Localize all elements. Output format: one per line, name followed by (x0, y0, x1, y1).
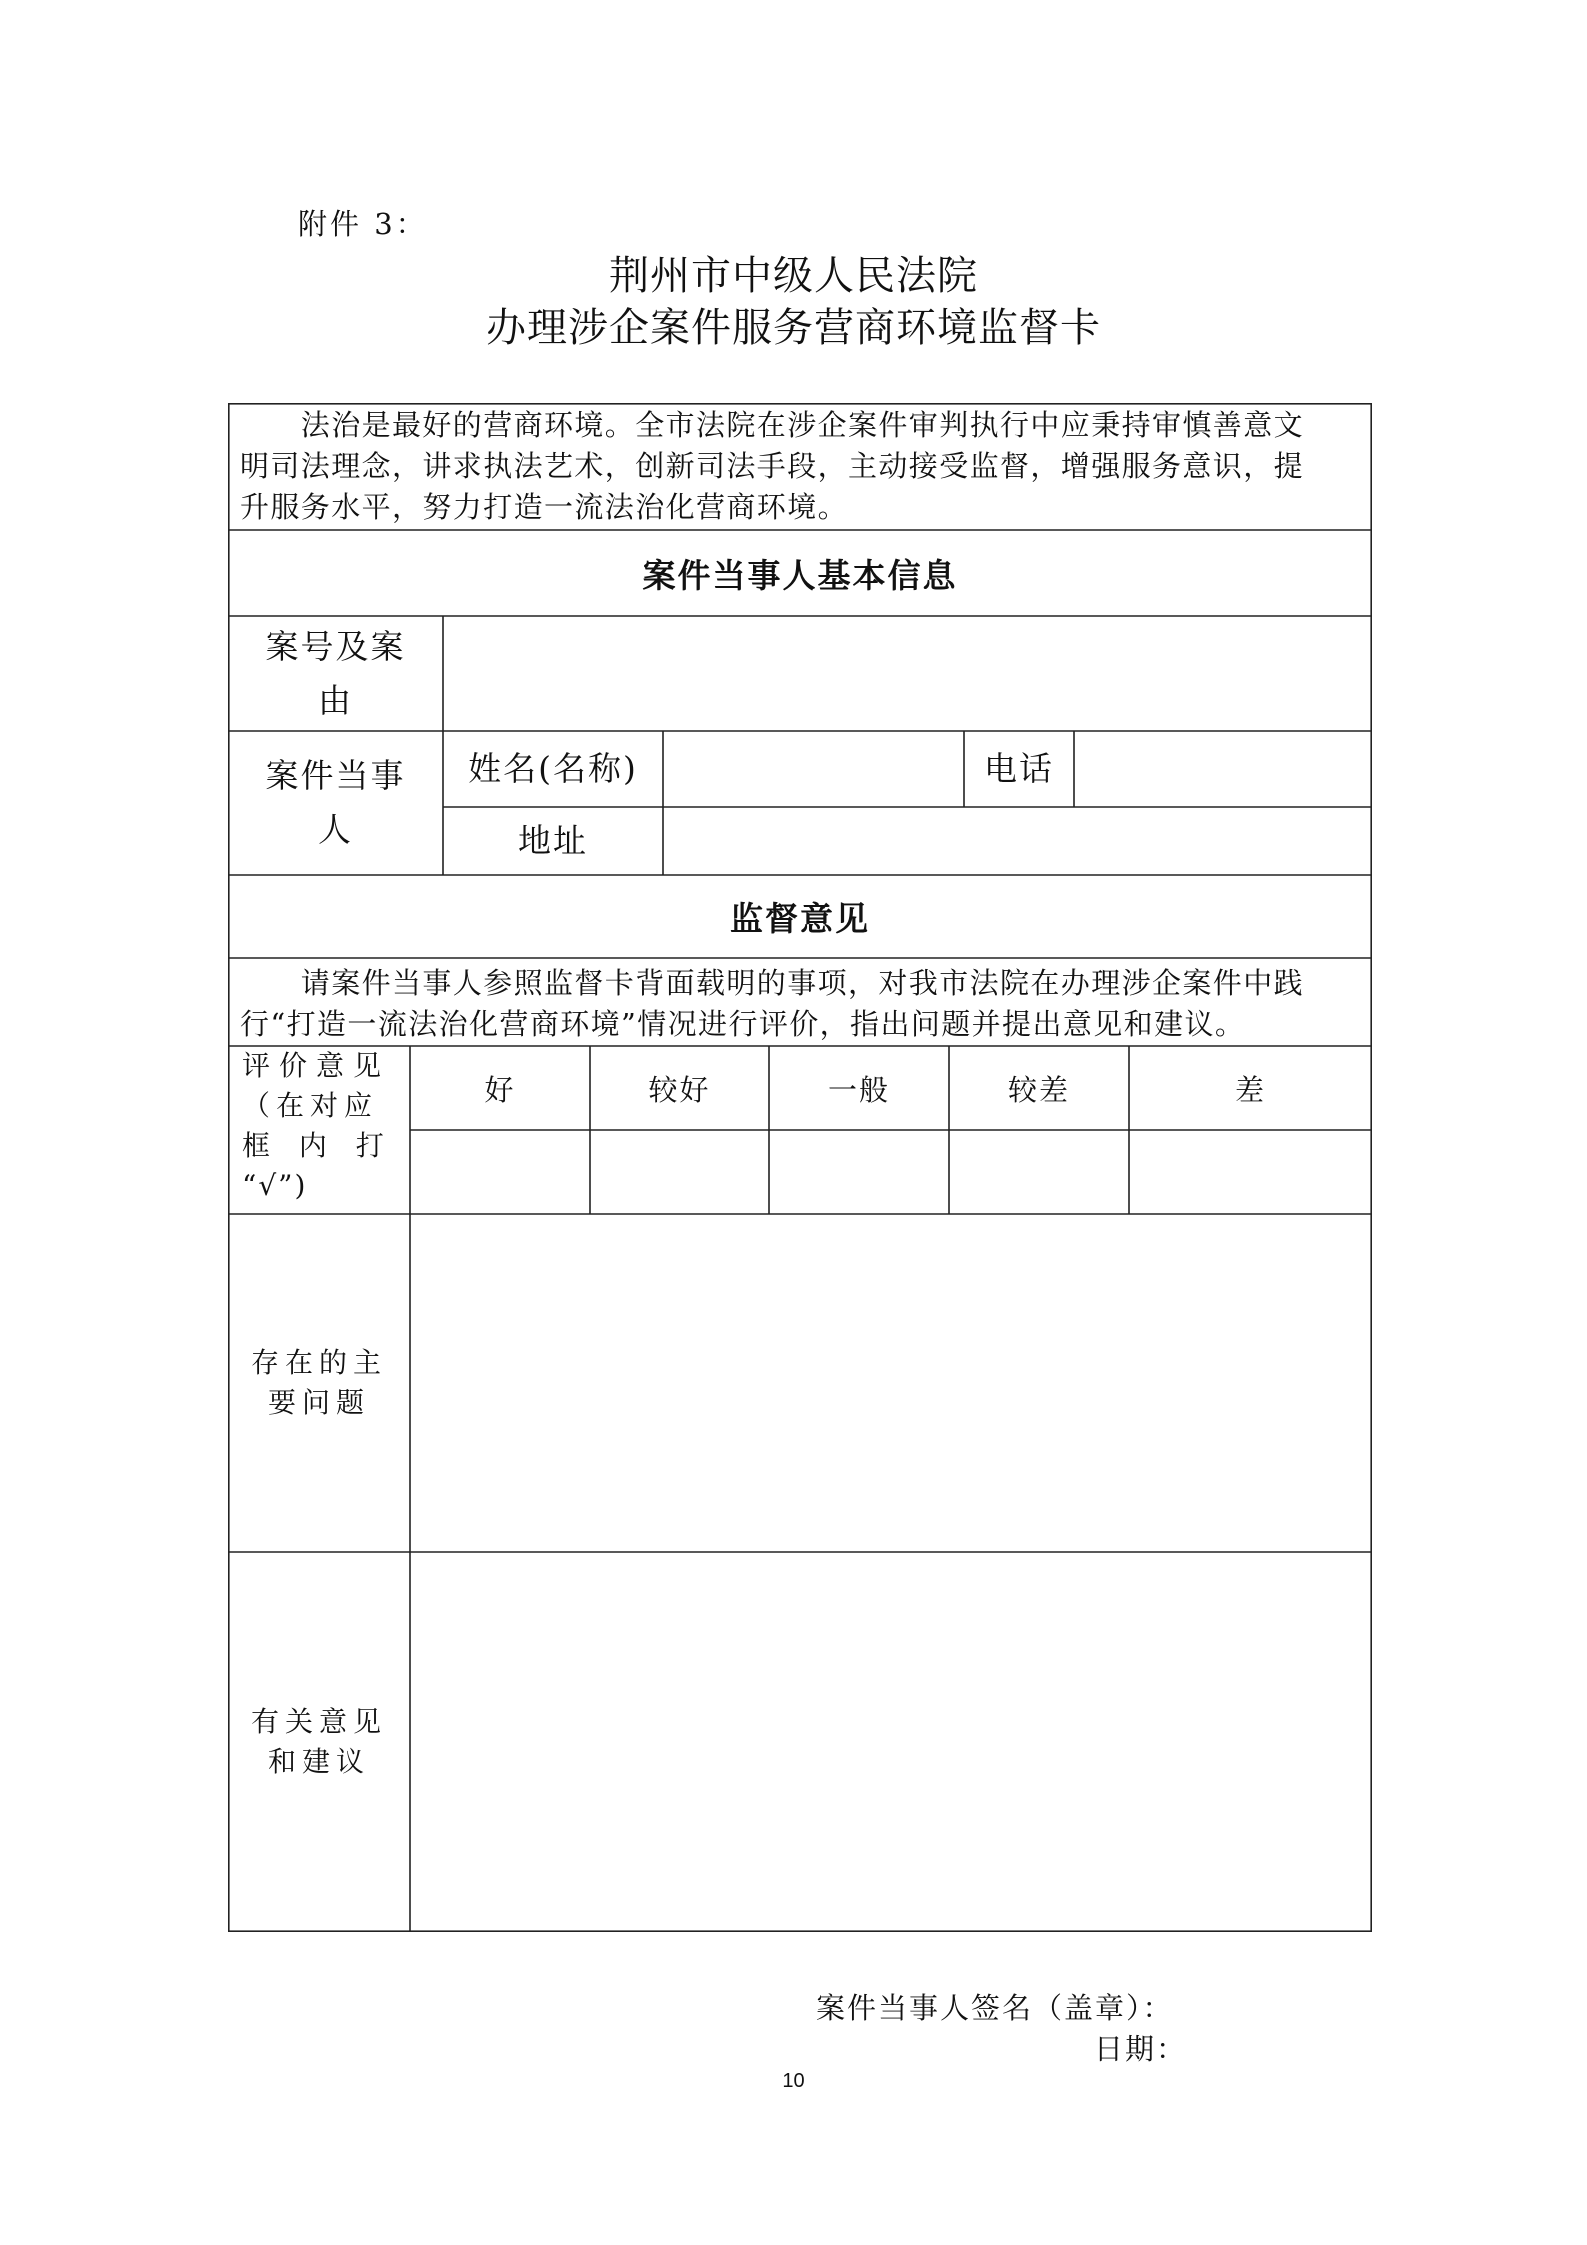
supervision-form (228, 403, 1372, 1932)
signature-label: 案件当事人签名（盖章）： (816, 1991, 1174, 2025)
case-number-field[interactable] (443, 616, 1372, 731)
suggestions-field[interactable] (410, 1552, 1372, 1932)
instruction-line-1: 请案件当事人参照监督卡背面载明的事项，对我市法院在办理涉企案件中践 (240, 966, 1305, 1000)
problems-label: 存在的主 要问题 (250, 1346, 387, 1419)
rating-header-average: 一般 (827, 1072, 890, 1107)
rating-label: 评价意见 （在对应 框 内 打 “√”) (242, 1049, 394, 1202)
name-field[interactable] (663, 731, 964, 807)
rating-box-fairly-good[interactable] (590, 1130, 769, 1214)
rating-box-poor[interactable] (949, 1130, 1129, 1214)
phone-field[interactable] (1074, 731, 1372, 807)
rating-header-poor: 较差 (1007, 1072, 1070, 1107)
attachment-label: 附件 3： (298, 207, 428, 241)
basic-info-heading: 案件当事人基本信息 (642, 555, 958, 595)
problems-field[interactable] (410, 1214, 1372, 1552)
party-label: 案件当事 人 (265, 756, 406, 849)
intro-line-1: 法治是最好的营商环境。全市法院在涉企案件审判执行中应秉持审慎善意文 (240, 408, 1305, 442)
rating-box-bad[interactable] (1129, 1130, 1372, 1214)
intro-line-3: 升服务水平，努力打造一流法治化营商环境。 (240, 490, 849, 524)
opinion-instruction (240, 963, 1365, 1045)
title-card-name: 办理涉企案件服务营商环境监督卡 (486, 305, 1101, 351)
rating-box-good[interactable] (410, 1130, 590, 1214)
case-number-label: 案号及案 由 (265, 626, 406, 720)
intro-line-2: 明司法理念，讲求执法艺术，创新司法手段，主动接受监督，增强服务意识，提 (240, 449, 1305, 483)
address-field[interactable] (663, 807, 1372, 875)
intro-paragraph (240, 405, 1365, 528)
suggestions-label: 有关意见 和建议 (250, 1705, 387, 1778)
date-label: 日期： (1094, 2032, 1188, 2066)
name-label: 姓名(名称) (468, 749, 638, 788)
rating-header-good: 好 (484, 1072, 516, 1107)
rating-header-bad: 差 (1234, 1072, 1266, 1107)
page-number: 10 (782, 2070, 805, 2092)
rating-header-fairly-good: 较好 (648, 1072, 711, 1107)
opinion-heading: 监督意见 (730, 899, 870, 938)
instruction-line-2: 行“打造一流法治化营商环境”情况进行评价，指出问题并提出意见和建议。 (240, 1007, 1246, 1041)
phone-label: 电话 (984, 749, 1054, 788)
address-label: 地址 (518, 821, 588, 860)
rating-box-average[interactable] (769, 1130, 949, 1214)
title-court-name: 荆州市中级人民法院 (609, 253, 978, 299)
